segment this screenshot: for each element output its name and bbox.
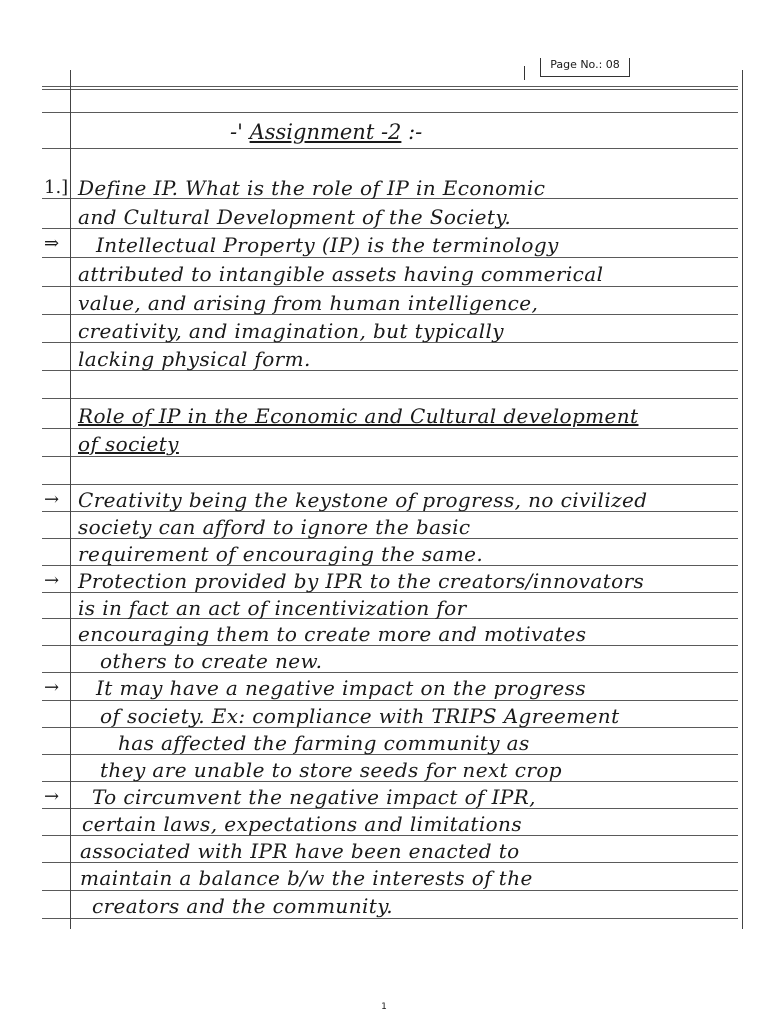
ruled-line — [42, 484, 738, 485]
answer-arrow: ⇒ — [44, 233, 60, 254]
point-line: certain laws, expectations and limitations — [82, 812, 523, 836]
margin-line — [742, 70, 743, 929]
title-prefix: -' — [230, 120, 243, 144]
point-line: associated with IPR have been enacted to — [80, 839, 520, 863]
ruled-line — [42, 398, 738, 399]
arrow-icon: → — [44, 570, 60, 591]
ruled-line — [42, 700, 738, 701]
point-line: has affected the farming community as — [118, 731, 530, 755]
question-line: Define IP. What is the role of IP in Economic — [78, 176, 546, 200]
point-line: Protection provided by IPR to the creators/innovators — [78, 569, 645, 593]
title-suffix: :- — [408, 120, 423, 144]
ruled-line — [42, 148, 738, 149]
ruled-line — [42, 86, 738, 87]
arrow-icon: → — [44, 786, 60, 807]
assignment-title — [230, 120, 422, 144]
ruled-line — [42, 456, 738, 457]
point-line: is in fact an act of incentivization for — [78, 596, 467, 620]
point-line: creators and the community. — [92, 894, 394, 918]
ruled-line — [42, 257, 738, 258]
ruled-line — [42, 286, 738, 287]
point-line: It may have a negative impact on the progress — [96, 676, 586, 700]
answer-line: value, and arising from human intelligence, — [78, 291, 539, 315]
ruled-line — [42, 918, 738, 919]
role-heading: Role of IP in the Economic and Cultural development — [78, 404, 639, 428]
page-number-box: Page No.: 08 — [540, 58, 630, 77]
page-number: 1 — [381, 1002, 387, 1012]
ruled-line — [42, 428, 738, 429]
arrow-icon: → — [44, 489, 60, 510]
point-line: of society. Ex: compliance with TRIPS Agreement — [100, 704, 620, 728]
answer-line: Intellectual Property (IP) is the terminology — [96, 233, 559, 257]
answer-line: lacking physical form. — [78, 347, 311, 371]
point-line: society can afford to ignore the basic — [78, 515, 471, 539]
point-line: they are unable to store seeds for next crop — [100, 758, 563, 782]
title-text: Assignment -2 — [249, 120, 402, 144]
point-line: Creativity being the keystone of progress, no civilized — [78, 488, 648, 512]
point-line: maintain a balance b/w the interests of the — [80, 866, 533, 890]
arrow-icon: → — [44, 677, 60, 698]
answer-line: attributed to intangible assets having commerical — [78, 262, 604, 286]
point-line: others to create new. — [100, 649, 323, 673]
point-line: To circumvent the negative impact of IPR, — [92, 785, 536, 809]
answer-line: creativity, and imagination, but typically — [78, 319, 504, 343]
margin-line — [70, 70, 71, 929]
point-line: encouraging them to create more and motivates — [78, 622, 587, 646]
question-number: 1.] — [44, 177, 69, 198]
question-line: and Cultural Development of the Society. — [78, 205, 512, 229]
ruled-line — [42, 112, 738, 113]
header-tick — [524, 66, 525, 80]
point-line: requirement of encouraging the same. — [78, 542, 484, 566]
role-heading: of society — [78, 432, 179, 456]
ruled-line — [42, 890, 738, 891]
